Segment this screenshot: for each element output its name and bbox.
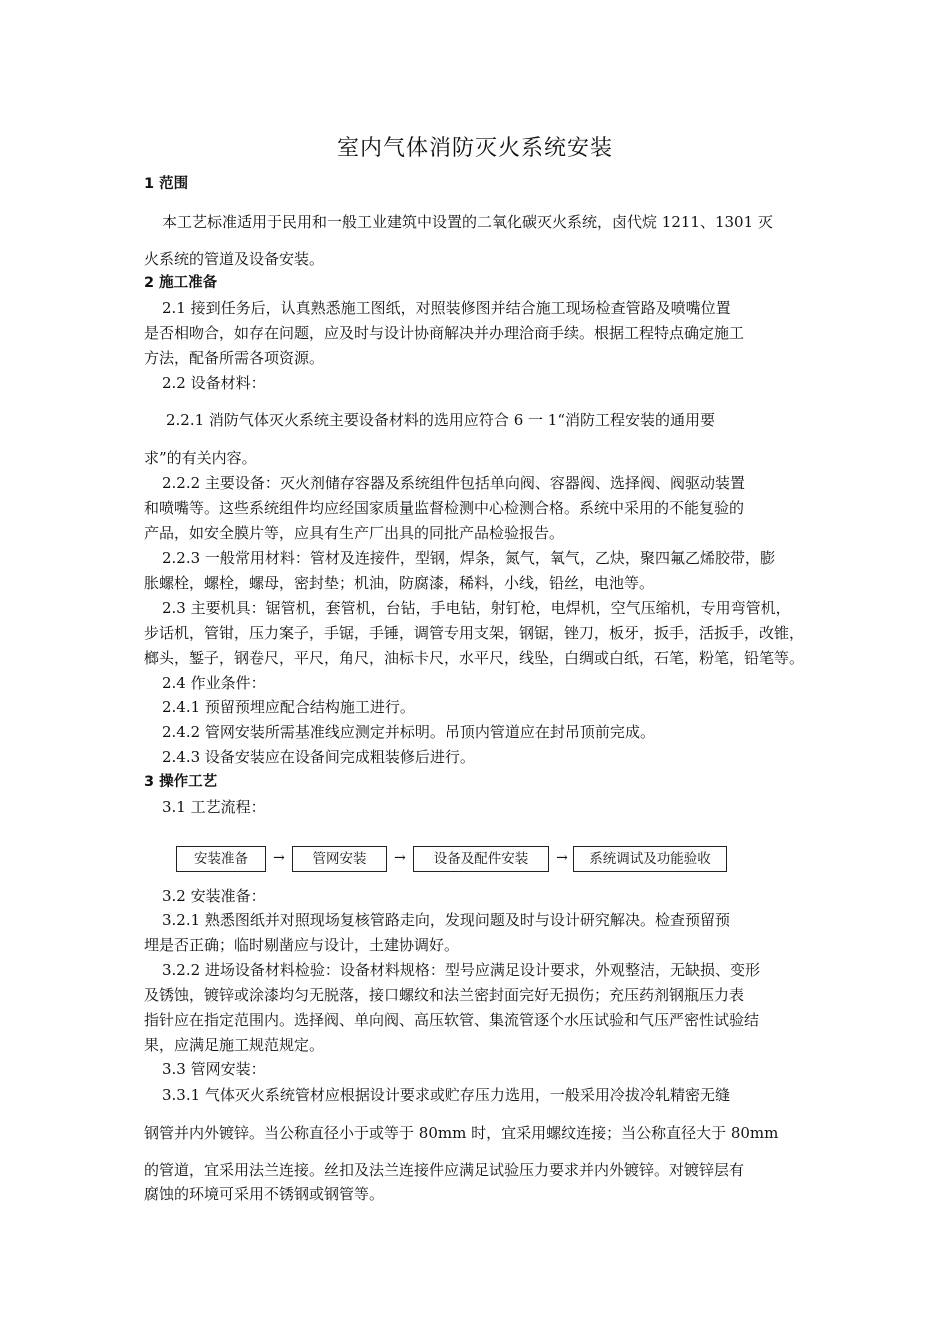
paragraph-line: 和喷嘴等。这些系统组件均应经国家质量监督检测中心检测合格。系统中采用的不能复验的 [144, 499, 745, 517]
section-heading: 1 范围 [144, 176, 189, 192]
paragraph-line: 3.2.2 进场设备材料检验：设备材料规格：型号应满足设计要求，外观整洁，无缺损、变形 [162, 961, 760, 979]
paragraph-line: 指针应在指定范围内。选择阀、单向阀、高压软管、集流管逐个水压试验和气压严密性试验结 [144, 1011, 760, 1029]
paragraph-line: 果，应满足施工规范规定。 [144, 1036, 325, 1054]
paragraph-line: 腐蚀的环境可采用不锈钢或钢管等。 [144, 1185, 385, 1203]
page-title: 室内气体消防灭火系统安装 [336, 136, 613, 161]
flow-step-4: 系统调试及功能验收 [573, 846, 727, 872]
arrow-right-icon: → [556, 850, 568, 866]
paragraph-line: 榔头，錾子，钢卷尺，平尺，角尺，油标卡尺，水平尺，线坠，白绸或白纸，石笔，粉笔，铅笔等。 [144, 649, 805, 667]
paragraph-line: 2.2 设备材料： [162, 374, 266, 392]
paragraph-line: 2.4.3 设备安装应在设备间完成粗装修后进行。 [162, 748, 475, 766]
paragraph-line: 本工艺标准适用于民用和一般工业建筑中设置的二氧化碳灭火系统，卤代烷 1211、1301 灭 [162, 213, 773, 231]
paragraph-line: 2.4.1 预留预埋应配合结构施工进行。 [162, 698, 415, 716]
paragraph-line: 3.2 安装准备： [162, 887, 266, 905]
paragraph-line: 方法，配备所需各项资源。 [144, 349, 325, 367]
paragraph-line: 3.2.1 熟悉图纸并对照现场复核管路走向，发现问题及时与设计研究解决。检查预留预 [162, 911, 730, 929]
paragraph-line: 2.1 接到任务后，认真熟悉施工图纸，对照装修图并结合施工现场检查管路及喷嘴位置 [162, 299, 731, 317]
paragraph-line: 产品，如安全膜片等，应具有生产厂出具的同批产品检验报告。 [144, 524, 565, 542]
paragraph-line: 2.2.2 主要设备：灭火剂储存容器及系统组件包括单向阀、容器阀、选择阀、阀驱动装置 [162, 474, 745, 492]
paragraph-line: 步话机，管钳，压力案子，手锯，手锤，调管专用支架，钢锯，锉刀，板牙，扳手，活扳手，改锥， [144, 624, 805, 642]
paragraph-line: 的管道，宜采用法兰连接。丝扣及法兰连接件应满足试验压力要求并内外镀锌。对镀锌层有 [144, 1161, 745, 1179]
paragraph-line: 埋是否正确；临时剔凿应与设计，土建协调好。 [144, 936, 460, 954]
paragraph-line: 2.4 作业条件： [162, 674, 266, 692]
flow-step-1: 安装准备 [176, 846, 266, 872]
paragraph-line: 胀螺栓，螺栓，螺母，密封垫；机油，防腐漆，稀料，小线，铅丝，电池等。 [144, 574, 655, 592]
paragraph-line: 火系统的管道及设备安装。 [144, 250, 325, 268]
paragraph-line: 2.2.3 一般常用材料：管材及连接件，型钢，焊条，氮气，氧气，乙炔，聚四氟乙烯胶带，膨 [162, 549, 775, 567]
paragraph-line: 3.3.1 气体灭火系统管材应根据设计要求或贮存压力选用，一般采用冷拔冷轧精密无缝 [162, 1086, 730, 1104]
paragraph-line: 求”的有关内容。 [144, 449, 257, 467]
section-heading: 3 操作工艺 [144, 774, 218, 790]
arrow-right-icon: → [394, 850, 406, 866]
paragraph-line: 3.3 管网安装： [162, 1060, 266, 1078]
paragraph-line: 钢管并内外镀锌。当公称直径小于或等于 80mm 时，宜采用螺纹连接；当公称直径大于 80mm [144, 1124, 779, 1142]
paragraph-line: 3.1 工艺流程： [162, 798, 266, 816]
paragraph-line: 2.3 主要机具：锯管机，套管机，台钻，手电钻，射钉枪，电焊机，空气压缩机，专用弯管机， [162, 599, 791, 617]
flow-step-3: 设备及配件安装 [413, 846, 549, 872]
section-heading: 2 施工准备 [144, 275, 218, 291]
paragraph-line: 是否相吻合，如存在问题，应及时与设计协商解决并办理洽商手续。根据工程特点确定施工 [144, 324, 745, 342]
paragraph-line: 及锈蚀，镀锌或涂漆均匀无脱落，接口螺纹和法兰密封面完好无损伤；充压药剂钢瓶压力表 [144, 986, 745, 1004]
flow-step-2: 管网安装 [292, 846, 387, 872]
paragraph-line: 2.4.2 管网安装所需基准线应测定并标明。吊顶内管道应在封吊顶前完成。 [162, 723, 655, 741]
arrow-right-icon: → [273, 850, 285, 866]
paragraph-line: 2.2.1 消防气体灭火系统主要设备材料的选用应符合 6 一 1“消防工程安装的通用要 [166, 411, 715, 429]
